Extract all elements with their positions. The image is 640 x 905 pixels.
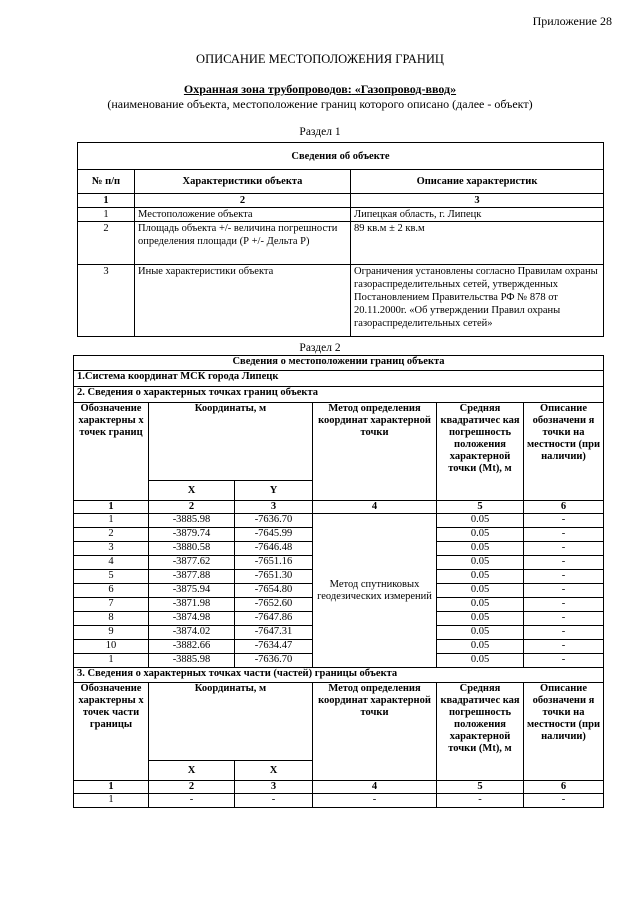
- point-description: -: [524, 514, 604, 528]
- point-description: -: [524, 584, 604, 598]
- point-x: -3871.98: [149, 598, 235, 612]
- col-number: 3: [235, 501, 313, 514]
- coordinate-system: 1.Система координат МСК города Липецк: [74, 371, 604, 387]
- col-number: 5: [437, 781, 524, 794]
- col-number: 5: [437, 501, 524, 514]
- point-x: -3885.98: [149, 514, 235, 528]
- parts-header-x: X: [149, 761, 235, 781]
- point-id: 6: [74, 584, 149, 598]
- point-id: 5: [74, 570, 149, 584]
- point-description: -: [524, 598, 604, 612]
- part-point-id: 1: [74, 794, 149, 808]
- row-name: Местоположение объекта: [135, 208, 351, 222]
- row-value: 89 кв.м ± 2 кв.м: [351, 222, 604, 265]
- point-error: 0.05: [437, 570, 524, 584]
- header-method: Метод определения координат характерной точки: [313, 403, 437, 501]
- col-number: 6: [524, 781, 604, 794]
- col-number: 1: [74, 781, 149, 794]
- row-name: Площадь объекта +/- величина погрешности определения площади (Р +/- Дельта Р): [135, 222, 351, 265]
- header-characteristic: Характеристики объекта: [135, 170, 351, 194]
- boundary-table-title: Сведения о местоположении границ объекта: [74, 356, 604, 371]
- section1-caption: Раздел 1: [299, 126, 341, 138]
- point-x: -3875.94: [149, 584, 235, 598]
- point-description: -: [524, 626, 604, 640]
- row-num: 2: [78, 222, 135, 265]
- table-row: [78, 222, 604, 265]
- col-number: 2: [135, 194, 351, 208]
- document-title: ОПИСАНИЕ МЕСТОПОЛОЖЕНИЯ ГРАНИЦ: [196, 52, 444, 66]
- object-name-value: «Газопровод-ввод»: [351, 82, 457, 96]
- parts-header-coordinates: Координаты, м: [149, 683, 313, 761]
- row-value: Ограничения установлены согласно Правилам охраны газораспределительных сетей, утвержденных Постановлением Правительства РФ № 878 от 20.11.2000г. «Об утверждении Правил охраны газораспределительных сетей»: [351, 265, 604, 337]
- table-row: [78, 265, 604, 337]
- point-y: -7652.60: [235, 598, 313, 612]
- point-x: -3874.02: [149, 626, 235, 640]
- point-description: -: [524, 612, 604, 626]
- point-y: -7645.99: [235, 528, 313, 542]
- point-description: -: [524, 654, 604, 668]
- col-number: 3: [351, 194, 604, 208]
- table-row: [74, 514, 604, 528]
- point-x: -3879.74: [149, 528, 235, 542]
- point-id: 1: [74, 514, 149, 528]
- object-name: [0, 82, 640, 97]
- point-error: 0.05: [437, 584, 524, 598]
- point-id: 1: [74, 654, 149, 668]
- row-num: 3: [78, 265, 135, 337]
- point-error: 0.05: [437, 598, 524, 612]
- point-id: 3: [74, 542, 149, 556]
- point-y: -7636.70: [235, 514, 313, 528]
- row-num: 1: [78, 208, 135, 222]
- point-description: -: [524, 528, 604, 542]
- header-coordinates: Координаты, м: [149, 403, 313, 481]
- parts-header-description: Описание обозначени я точки на местности (при наличии): [524, 683, 604, 781]
- point-x: -3880.58: [149, 542, 235, 556]
- point-error: 0.05: [437, 640, 524, 654]
- point-error: 0.05: [437, 542, 524, 556]
- point-id: 4: [74, 556, 149, 570]
- point-x: -3877.62: [149, 556, 235, 570]
- point-y: -7651.16: [235, 556, 313, 570]
- header-point: Обозначение характерны х точек границ: [74, 403, 149, 501]
- part-point-method: -: [313, 794, 437, 808]
- col-number: 1: [78, 194, 135, 208]
- col-number: 4: [313, 781, 437, 794]
- points-section-title: 2. Сведения о характерных точках границ объекта: [74, 387, 604, 403]
- header-y: Y: [235, 481, 313, 501]
- point-id: 10: [74, 640, 149, 654]
- point-error: 0.05: [437, 626, 524, 640]
- header-description: Описание характеристик: [351, 170, 604, 194]
- appendix-number: Приложение 28: [532, 14, 612, 28]
- point-id: 9: [74, 626, 149, 640]
- point-description: -: [524, 570, 604, 584]
- object-info-title: Сведения об объекте: [78, 143, 604, 170]
- point-x: -3874.98: [149, 612, 235, 626]
- col-number: 3: [235, 781, 313, 794]
- object-info-table: [77, 142, 604, 337]
- part-point-x: -: [149, 794, 235, 808]
- header-x: X: [149, 481, 235, 501]
- col-number: 2: [149, 781, 235, 794]
- parts-header-point: Обозначение характерны х точек части границы: [74, 683, 149, 781]
- row-name: Иные характеристики объекта: [135, 265, 351, 337]
- header-num: № п/п: [78, 170, 135, 194]
- part-point-description: -: [524, 794, 604, 808]
- parts-header-method: Метод определения координат характерной точки: [313, 683, 437, 781]
- col-number: 2: [149, 501, 235, 514]
- method-cell: Метод спутниковых геодезических измерений: [313, 514, 437, 668]
- point-y: -7647.86: [235, 612, 313, 626]
- object-name-prefix: Охранная зона трубопроводов:: [183, 82, 352, 96]
- point-error: 0.05: [437, 612, 524, 626]
- point-description: -: [524, 542, 604, 556]
- parts-header-error: Средняя квадратичес кая погрешность положения характерной точки (Mt), м: [437, 683, 524, 781]
- point-error: 0.05: [437, 514, 524, 528]
- col-number: 4: [313, 501, 437, 514]
- header-error: Средняя квадратичес кая погрешность положения характерной точки (Mt), м: [437, 403, 524, 501]
- point-x: -3885.98: [149, 654, 235, 668]
- col-number: 1: [74, 501, 149, 514]
- header-point-description: Описание обозначени я точки на местности (при наличии): [524, 403, 604, 501]
- point-error: 0.05: [437, 654, 524, 668]
- point-y: -7646.48: [235, 542, 313, 556]
- point-y: -7647.31: [235, 626, 313, 640]
- point-id: 2: [74, 528, 149, 542]
- point-description: -: [524, 556, 604, 570]
- point-id: 7: [74, 598, 149, 612]
- object-note: (наименование объекта, местоположение границ которого описано (далее - объект): [107, 97, 533, 111]
- point-y: -7651.30: [235, 570, 313, 584]
- point-y: -7634.47: [235, 640, 313, 654]
- section2-caption: Раздел 2: [299, 342, 341, 354]
- point-id: 8: [74, 612, 149, 626]
- boundary-table: [73, 355, 604, 808]
- point-description: -: [524, 640, 604, 654]
- col-number: 6: [524, 501, 604, 514]
- row-value: Липецкая область, г. Липецк: [351, 208, 604, 222]
- part-point-y: -: [235, 794, 313, 808]
- point-x: -3882.66: [149, 640, 235, 654]
- parts-section-title: 3. Сведения о характерных точках части (частей) границы объекта: [74, 668, 604, 683]
- point-y: -7654.80: [235, 584, 313, 598]
- point-y: -7636.70: [235, 654, 313, 668]
- point-error: 0.05: [437, 528, 524, 542]
- table-row: [78, 208, 604, 222]
- table-row: [74, 794, 604, 808]
- parts-header-y: X: [235, 761, 313, 781]
- part-point-error: -: [437, 794, 524, 808]
- point-error: 0.05: [437, 556, 524, 570]
- point-x: -3877.88: [149, 570, 235, 584]
